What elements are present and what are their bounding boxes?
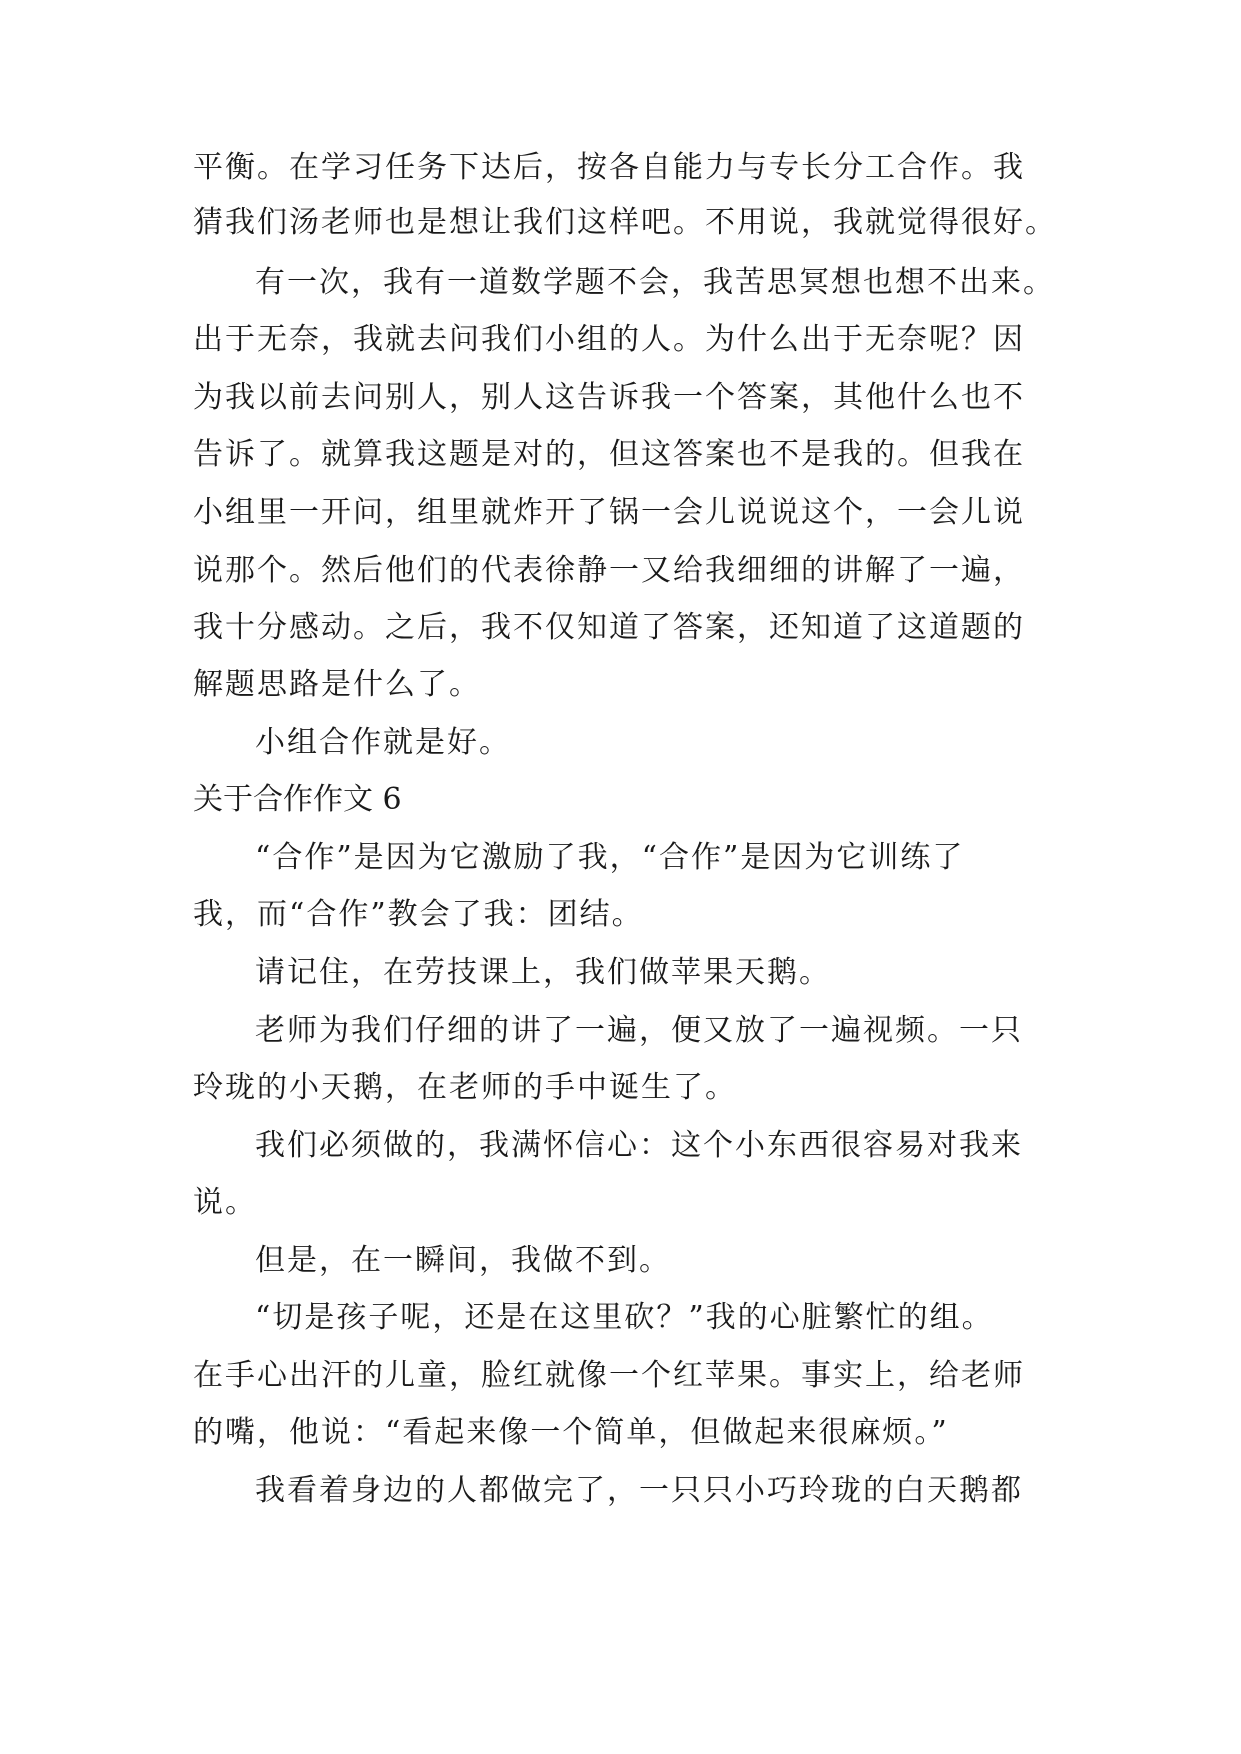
paragraph-start-line: 有一次，我有一道数学题不会，我苦思冥想也想不出来。 xyxy=(255,265,1055,300)
text-line: 为我以前去问别人，别人这告诉我一个答案，其他什么也不 xyxy=(193,380,1025,415)
text-line: 在手心出汗的儿童，脸红就像一个红苹果。事实上，给老师 xyxy=(193,1358,1025,1393)
paragraph-start-line: “合作”是因为它激励了我，“合作”是因为它训练了 xyxy=(255,840,965,875)
text-line: 小组里一开问，组里就炸开了锅一会儿说说这个，一会儿说 xyxy=(193,495,1025,530)
paragraph-start-line: 我们必须做的，我满怀信心：这个小东西很容易对我来 xyxy=(255,1128,1023,1163)
text-line: 出于无奈，我就去问我们小组的人。为什么出于无奈呢？因 xyxy=(193,322,1025,357)
text-line: 的嘴，他说：“看起来像一个简单，但做起来很麻烦。” xyxy=(193,1415,949,1450)
text-line: 我，而“合作”教会了我：团结。 xyxy=(193,897,644,932)
text-line: 玲珑的小天鹅，在老师的手中诞生了。 xyxy=(193,1070,737,1105)
text-line: 说那个。然后他们的代表徐静一又给我细细的讲解了一遍， xyxy=(193,553,1025,588)
text-line: 我十分感动。之后，我不仅知道了答案，还知道了这道题的 xyxy=(193,610,1025,645)
paragraph-start-line: 我看着身边的人都做完了，一只只小巧玲珑的白天鹅都 xyxy=(255,1473,1023,1508)
text-line: 告诉了。就算我这题是对的，但这答案也不是我的。但我在 xyxy=(193,437,1025,472)
paragraph-start-line: “切是孩子呢，还是在这里砍？”我的心脏繁忙的组。 xyxy=(255,1300,994,1335)
paragraph-start-line: 老师为我们仔细的讲了一遍，便又放了一遍视频。一只 xyxy=(255,1013,1023,1048)
paragraph-start-line: 小组合作就是好。 xyxy=(255,725,511,760)
text-line: 解题思路是什么了。 xyxy=(193,667,481,702)
text-line: 猜我们汤老师也是想让我们这样吧。不用说，我就觉得很好。 xyxy=(193,205,1057,240)
text-line: 平衡。在学习任务下达后，按各自能力与专长分工合作。我 xyxy=(193,150,1025,185)
text-line: 说。 xyxy=(193,1185,257,1220)
paragraph-start-line: 但是，在一瞬间，我做不到。 xyxy=(255,1243,671,1278)
paragraph-start-line: 请记住，在劳技课上，我们做苹果天鹅。 xyxy=(255,955,831,990)
section-heading: 关于合作作文 6 xyxy=(193,782,402,817)
